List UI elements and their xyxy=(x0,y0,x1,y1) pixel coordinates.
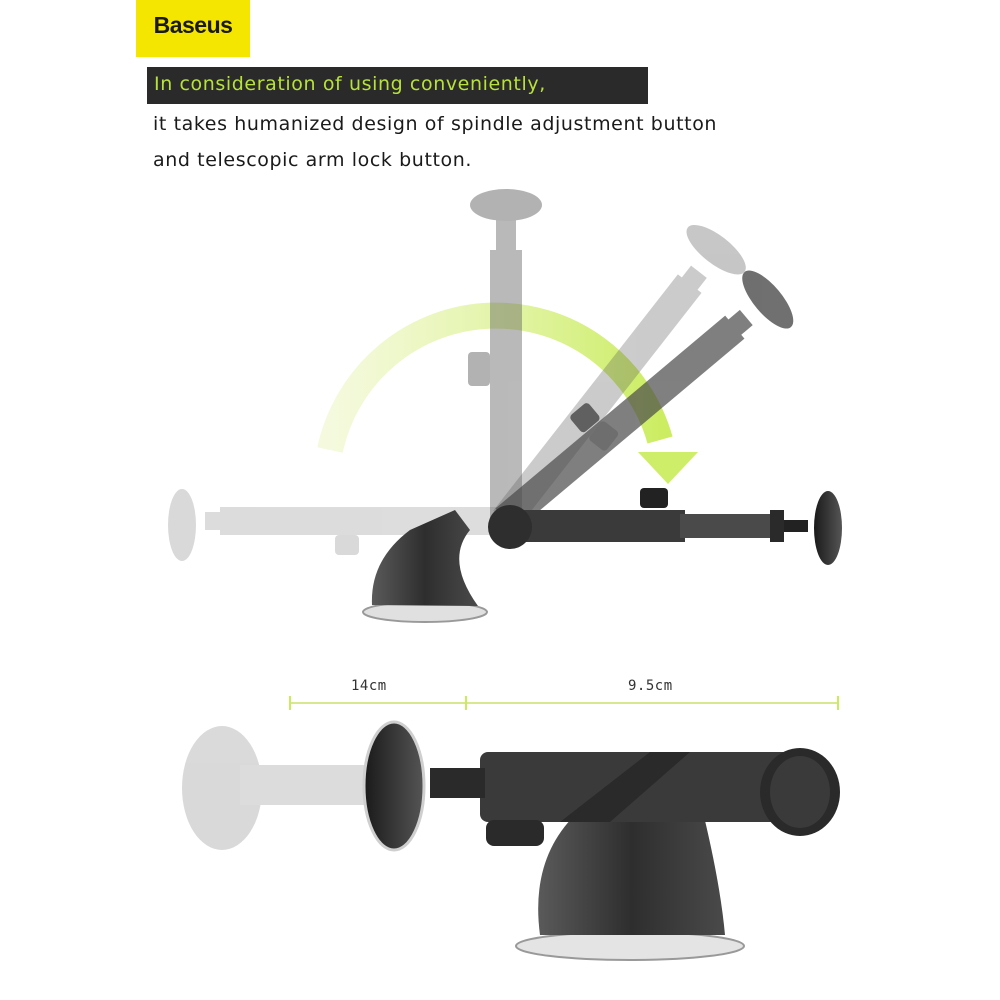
dimension-lines xyxy=(290,696,838,710)
description-line-2: and telescopic arm lock button. xyxy=(153,149,473,171)
ghost-extended-cup xyxy=(182,726,380,850)
dimension-label-extension: 9.5cm xyxy=(628,678,673,694)
suction-base-lower xyxy=(516,932,744,960)
dimension-label-arm: 14cm xyxy=(351,678,387,694)
rotation-arrow-icon xyxy=(638,452,698,484)
brand-logo-text: Baseus xyxy=(153,12,233,38)
spindle-adjustment-knob xyxy=(760,748,840,836)
description-line-1: it takes humanized design of spindle adjustment button xyxy=(153,113,718,135)
telescopic-lock-button xyxy=(486,820,544,846)
rotation-diagram xyxy=(168,189,842,622)
headline-text: In consideration of using conveniently, xyxy=(154,73,546,95)
extension-diagram xyxy=(182,722,840,960)
suction-cup-magnet xyxy=(364,722,424,850)
